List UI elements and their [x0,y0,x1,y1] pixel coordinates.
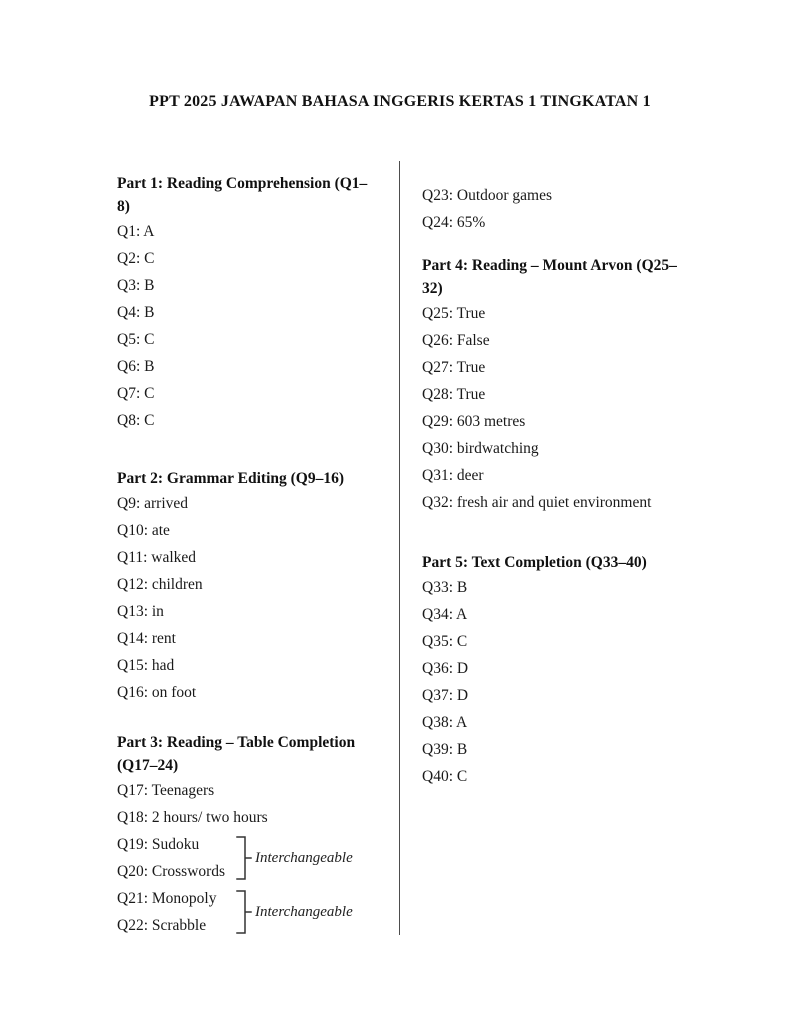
answer-line-q21: Q21: Monopoly [117,890,217,907]
answer-line-q7: Q7: C [117,385,155,402]
answer-line-q16: Q16: on foot [117,684,197,701]
answer-line-q12: Q12: children [117,576,203,593]
answer-line-q3: Q3: B [117,277,155,294]
answer-line-q28: Q28: True [422,386,486,403]
answer-line-q13: Q13: in [117,603,164,620]
answer-line-q6: Q6: B [117,358,155,375]
answer-line-q33: Q33: B [422,579,468,596]
answer-line-q39: Q39: B [422,741,468,758]
right-column [422,182,727,790]
answer-line-q8: Q8: C [117,412,155,429]
answer-line-q24: Q24: 65% [422,214,486,231]
part3-heading: Part 3: Reading – Table Completion (Q17–24) [117,734,356,774]
column-divider [399,161,400,935]
answer-line-q23: Q23: Outdoor games [422,187,553,204]
interchangeable-note: Interchangeable [255,849,353,866]
left-column [117,172,393,939]
part2-heading: Part 2: Grammar Editing (Q9–16) [117,470,345,487]
interchangeable-group-1 [117,831,393,885]
answer-line-q36: Q36: D [422,660,469,677]
answer-line-q34: Q34: A [422,606,468,623]
part5-heading: Part 5: Text Completion (Q33–40) [422,554,647,571]
answer-line-q35: Q35: C [422,633,468,650]
answer-line-q26: Q26: False [422,332,490,349]
interchangeable-group-2 [117,885,393,939]
answer-line-q1: Q1: A [117,223,155,240]
interchangeable-bracket-icon [236,890,252,934]
answer-line-q20: Q20: Crosswords [117,863,226,880]
answer-line-q4: Q4: B [117,304,155,321]
answer-line-q30: Q30: birdwatching [422,440,539,457]
interchangeable-bracket-icon [236,836,252,880]
answer-line-q32: Q32: fresh air and quiet environment [422,494,652,511]
answer-line-q11: Q11: walked [117,549,197,566]
answer-line-q22: Q22: Scrabble [117,917,207,934]
answer-line-q37: Q37: D [422,687,469,704]
answer-line-q14: Q14: rent [117,630,176,647]
answer-line-q18: Q18: 2 hours/ two hours [117,809,268,826]
answer-line-q9: Q9: arrived [117,495,189,512]
answer-line-q25: Q25: True [422,305,486,322]
answer-line-q5: Q5: C [117,331,155,348]
answer-line-q31: Q31: deer [422,467,484,484]
answer-line-q40: Q40: C [422,768,468,785]
answer-line-q29: Q29: 603 metres [422,413,526,430]
answer-line-q27: Q27: True [422,359,486,376]
answer-line-q10: Q10: ate [117,522,170,539]
page-title: PPT 2025 JAWAPAN BAHASA INGGERIS KERTAS 1 TINGKATAN 1 [149,93,651,110]
answer-line-q19: Q19: Sudoku [117,836,200,853]
part4-heading: Part 4: Reading – Mount Arvon (Q25–32) [422,257,677,297]
answer-line-q15: Q15: had [117,657,175,674]
answer-line-q38: Q38: A [422,714,468,731]
part1-heading: Part 1: Reading Comprehension (Q1–8) [117,175,368,215]
answer-line-q2: Q2: C [117,250,155,267]
interchangeable-note: Interchangeable [255,903,353,920]
answer-line-q17: Q17: Teenagers [117,782,215,799]
